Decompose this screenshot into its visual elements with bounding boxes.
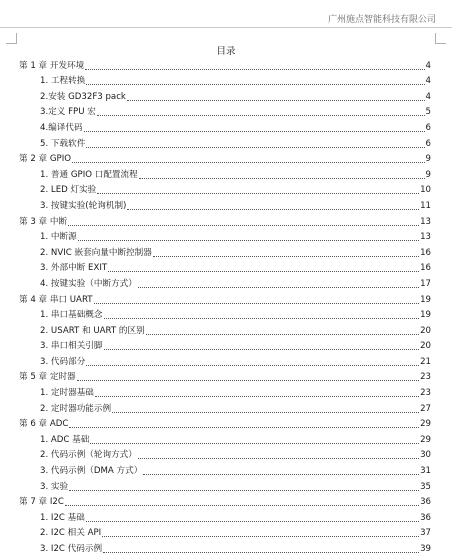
toc-dot-leader: [153, 256, 419, 257]
toc-dot-leader: [112, 412, 419, 413]
toc-entry-title: 第 3 章 中断: [19, 216, 68, 227]
toc-dot-leader: [102, 536, 419, 537]
toc-entry-title: 1. 定时器基础: [40, 388, 94, 399]
toc-dot-leader: [139, 178, 425, 179]
toc-section-entry[interactable]: [0, 118, 452, 134]
toc-entry-title: 2. LED 灯实验: [40, 185, 97, 196]
toc-entry-title: 2. 定时器功能示例: [40, 403, 112, 414]
toc-dot-leader: [127, 100, 425, 101]
toc-dot-leader: [95, 396, 419, 397]
toc-entry-title: 3. 代码部分: [40, 356, 86, 367]
toc-page-number: 39: [420, 544, 431, 554]
toc-dot-leader: [69, 427, 419, 428]
toc-entry-title: 1. ADC 基础: [40, 434, 90, 445]
toc-section-entry[interactable]: [0, 399, 452, 415]
toc-page-number: 29: [420, 434, 431, 445]
toc-section-entry[interactable]: [0, 165, 452, 181]
toc-entry-title: 4. 按键实验（中断方式）: [40, 278, 137, 289]
toc-dot-leader: [72, 162, 425, 163]
toc-section-entry[interactable]: [0, 259, 452, 275]
toc-page-number: 27: [420, 403, 431, 414]
toc-section-entry[interactable]: [0, 430, 452, 446]
toc-dot-leader: [78, 240, 419, 241]
toc-dot-leader: [86, 521, 419, 522]
toc-section-entry[interactable]: [0, 321, 452, 337]
toc-entry-title: 3. I2C 代码示例: [40, 544, 103, 554]
toc-dot-leader: [138, 287, 419, 288]
toc-section-entry[interactable]: [0, 524, 452, 540]
table-of-contents: [0, 56, 452, 555]
toc-section-entry[interactable]: [0, 103, 452, 119]
toc-page-number: 37: [420, 528, 431, 539]
toc-dot-leader: [103, 552, 419, 553]
toc-entry-title: 1. 串口基础概念: [40, 310, 103, 321]
toc-entry-title: 1. I2C 基础: [40, 512, 85, 523]
toc-section-entry[interactable]: [0, 243, 452, 259]
toc-page-number: 13: [420, 232, 431, 243]
toc-page-number: 21: [420, 356, 431, 367]
toc-section-entry[interactable]: [0, 196, 452, 212]
toc-dot-leader: [97, 115, 425, 116]
toc-dot-leader: [127, 209, 419, 210]
toc-dot-leader: [68, 225, 419, 226]
toc-page-number: 35: [420, 481, 431, 492]
toc-entry-title: 第 6 章 ADC: [19, 419, 69, 430]
toc-dot-leader: [146, 334, 419, 335]
toc-section-entry[interactable]: [0, 337, 452, 353]
toc-page-number: 23: [420, 388, 431, 399]
toc-page-number: 5: [425, 107, 431, 118]
toc-entry-title: 第 5 章 定时器: [19, 372, 76, 383]
toc-dot-leader: [77, 380, 419, 381]
toc-page-number: 9: [425, 154, 431, 165]
toc-dot-leader: [108, 271, 419, 272]
toc-entry-title: 3. 外部中断 EXIT: [40, 263, 108, 274]
toc-page-number: 36: [420, 497, 431, 508]
toc-chapter-entry[interactable]: [0, 212, 452, 228]
toc-entry-title: 3.定义 FPU 宏: [40, 107, 96, 118]
toc-page-number: 20: [420, 325, 431, 336]
toc-dot-leader: [86, 147, 424, 148]
toc-entry-title: 2. USART 和 UART 的区别: [40, 325, 145, 336]
toc-entry-title: 第 4 章 串口 UART: [19, 294, 93, 305]
toc-entry-title: 2.安装 GD32F3 pack: [40, 91, 126, 102]
toc-entry-title: 第 7 章 I2C: [19, 497, 64, 508]
toc-section-entry[interactable]: [0, 461, 452, 477]
toc-chapter-entry[interactable]: [0, 415, 452, 431]
toc-page-number: 10: [420, 185, 431, 196]
toc-page-number: 4: [425, 60, 431, 71]
toc-page-number: 17: [420, 278, 431, 289]
toc-section-entry[interactable]: [0, 87, 452, 103]
toc-dot-leader: [104, 318, 420, 319]
toc-entry-title: 3. 按键实验(轮询机制): [40, 200, 127, 211]
toc-section-entry[interactable]: [0, 446, 452, 462]
toc-dot-leader: [65, 505, 419, 506]
toc-entry-title: 5. 下载软件: [40, 138, 86, 149]
toc-entry-title: 1. 工程转换: [40, 76, 86, 87]
toc-page-number: 6: [425, 138, 431, 149]
toc-section-entry[interactable]: [0, 383, 452, 399]
toc-page-number: 9: [425, 169, 431, 180]
toc-section-entry[interactable]: [0, 352, 452, 368]
toc-page-number: 4: [425, 76, 431, 87]
toc-entry-title: 1. 普通 GPIO 口配置流程: [40, 169, 138, 180]
toc-entry-title: 3. 串口相关引脚: [40, 341, 103, 352]
toc-section-entry[interactable]: [0, 134, 452, 150]
toc-page-number: 23: [420, 372, 431, 383]
toc-dot-leader: [143, 474, 419, 475]
toc-page-number: 31: [420, 466, 431, 477]
toc-section-entry[interactable]: [0, 477, 452, 493]
toc-section-entry[interactable]: [0, 72, 452, 88]
toc-section-entry[interactable]: [0, 508, 452, 524]
toc-dot-leader: [86, 84, 424, 85]
toc-page-number: 16: [420, 263, 431, 274]
toc-section-entry[interactable]: [0, 228, 452, 244]
toc-page-number: 6: [425, 122, 431, 133]
header-rule: [0, 27, 452, 28]
toc-chapter-entry[interactable]: [0, 368, 452, 384]
toc-section-entry[interactable]: [0, 274, 452, 290]
toc-dot-leader: [85, 69, 424, 70]
toc-page-number: 16: [420, 247, 431, 258]
toc-dot-leader: [97, 193, 419, 194]
toc-dot-leader: [138, 458, 419, 459]
toc-section-entry[interactable]: [0, 181, 452, 197]
toc-section-entry[interactable]: [0, 306, 452, 322]
toc-dot-leader: [94, 303, 420, 304]
toc-page-number: 20: [420, 341, 431, 352]
toc-page-number: 29: [420, 419, 431, 430]
toc-dot-leader: [86, 365, 419, 366]
toc-entry-title: 2. 代码示例（轮询方式）: [40, 450, 137, 461]
toc-dot-leader: [69, 490, 419, 491]
toc-chapter-entry[interactable]: [0, 290, 452, 306]
toc-page-number: 36: [420, 512, 431, 523]
toc-entry-title: 1. 中断源: [40, 232, 77, 243]
toc-entry-title: 3. 实验: [40, 481, 69, 492]
toc-section-entry[interactable]: [0, 539, 452, 555]
toc-entry-title: 第 2 章 GPIO: [19, 154, 71, 165]
toc-page-number: 13: [420, 216, 431, 227]
toc-page-number: 4: [425, 91, 431, 102]
toc-page-number: 30: [420, 450, 431, 461]
toc-entry-title: 2. NVIC 嵌套向量中断控制器: [40, 247, 152, 258]
toc-page-number: 11: [420, 200, 431, 211]
toc-chapter-entry[interactable]: [0, 493, 452, 509]
toc-chapter-entry[interactable]: [0, 56, 452, 72]
toc-entry-title: 第 1 章 开发环境: [19, 60, 85, 71]
toc-dot-leader: [104, 349, 420, 350]
toc-dot-leader: [90, 443, 419, 444]
toc-chapter-entry[interactable]: [0, 150, 452, 166]
toc-entry-title: 2. I2C 相关 API: [40, 528, 102, 539]
company-name: 广州施点智能科技有限公司: [327, 15, 436, 25]
toc-entry-title: 4.编译代码: [40, 122, 83, 133]
toc-page-number: 19: [420, 294, 431, 305]
toc-entry-title: 3. 代码示例（DMA 方式）: [40, 466, 143, 477]
toc-title: 目录: [216, 46, 236, 57]
toc-dot-leader: [84, 131, 425, 132]
toc-page-number: 19: [420, 310, 431, 321]
